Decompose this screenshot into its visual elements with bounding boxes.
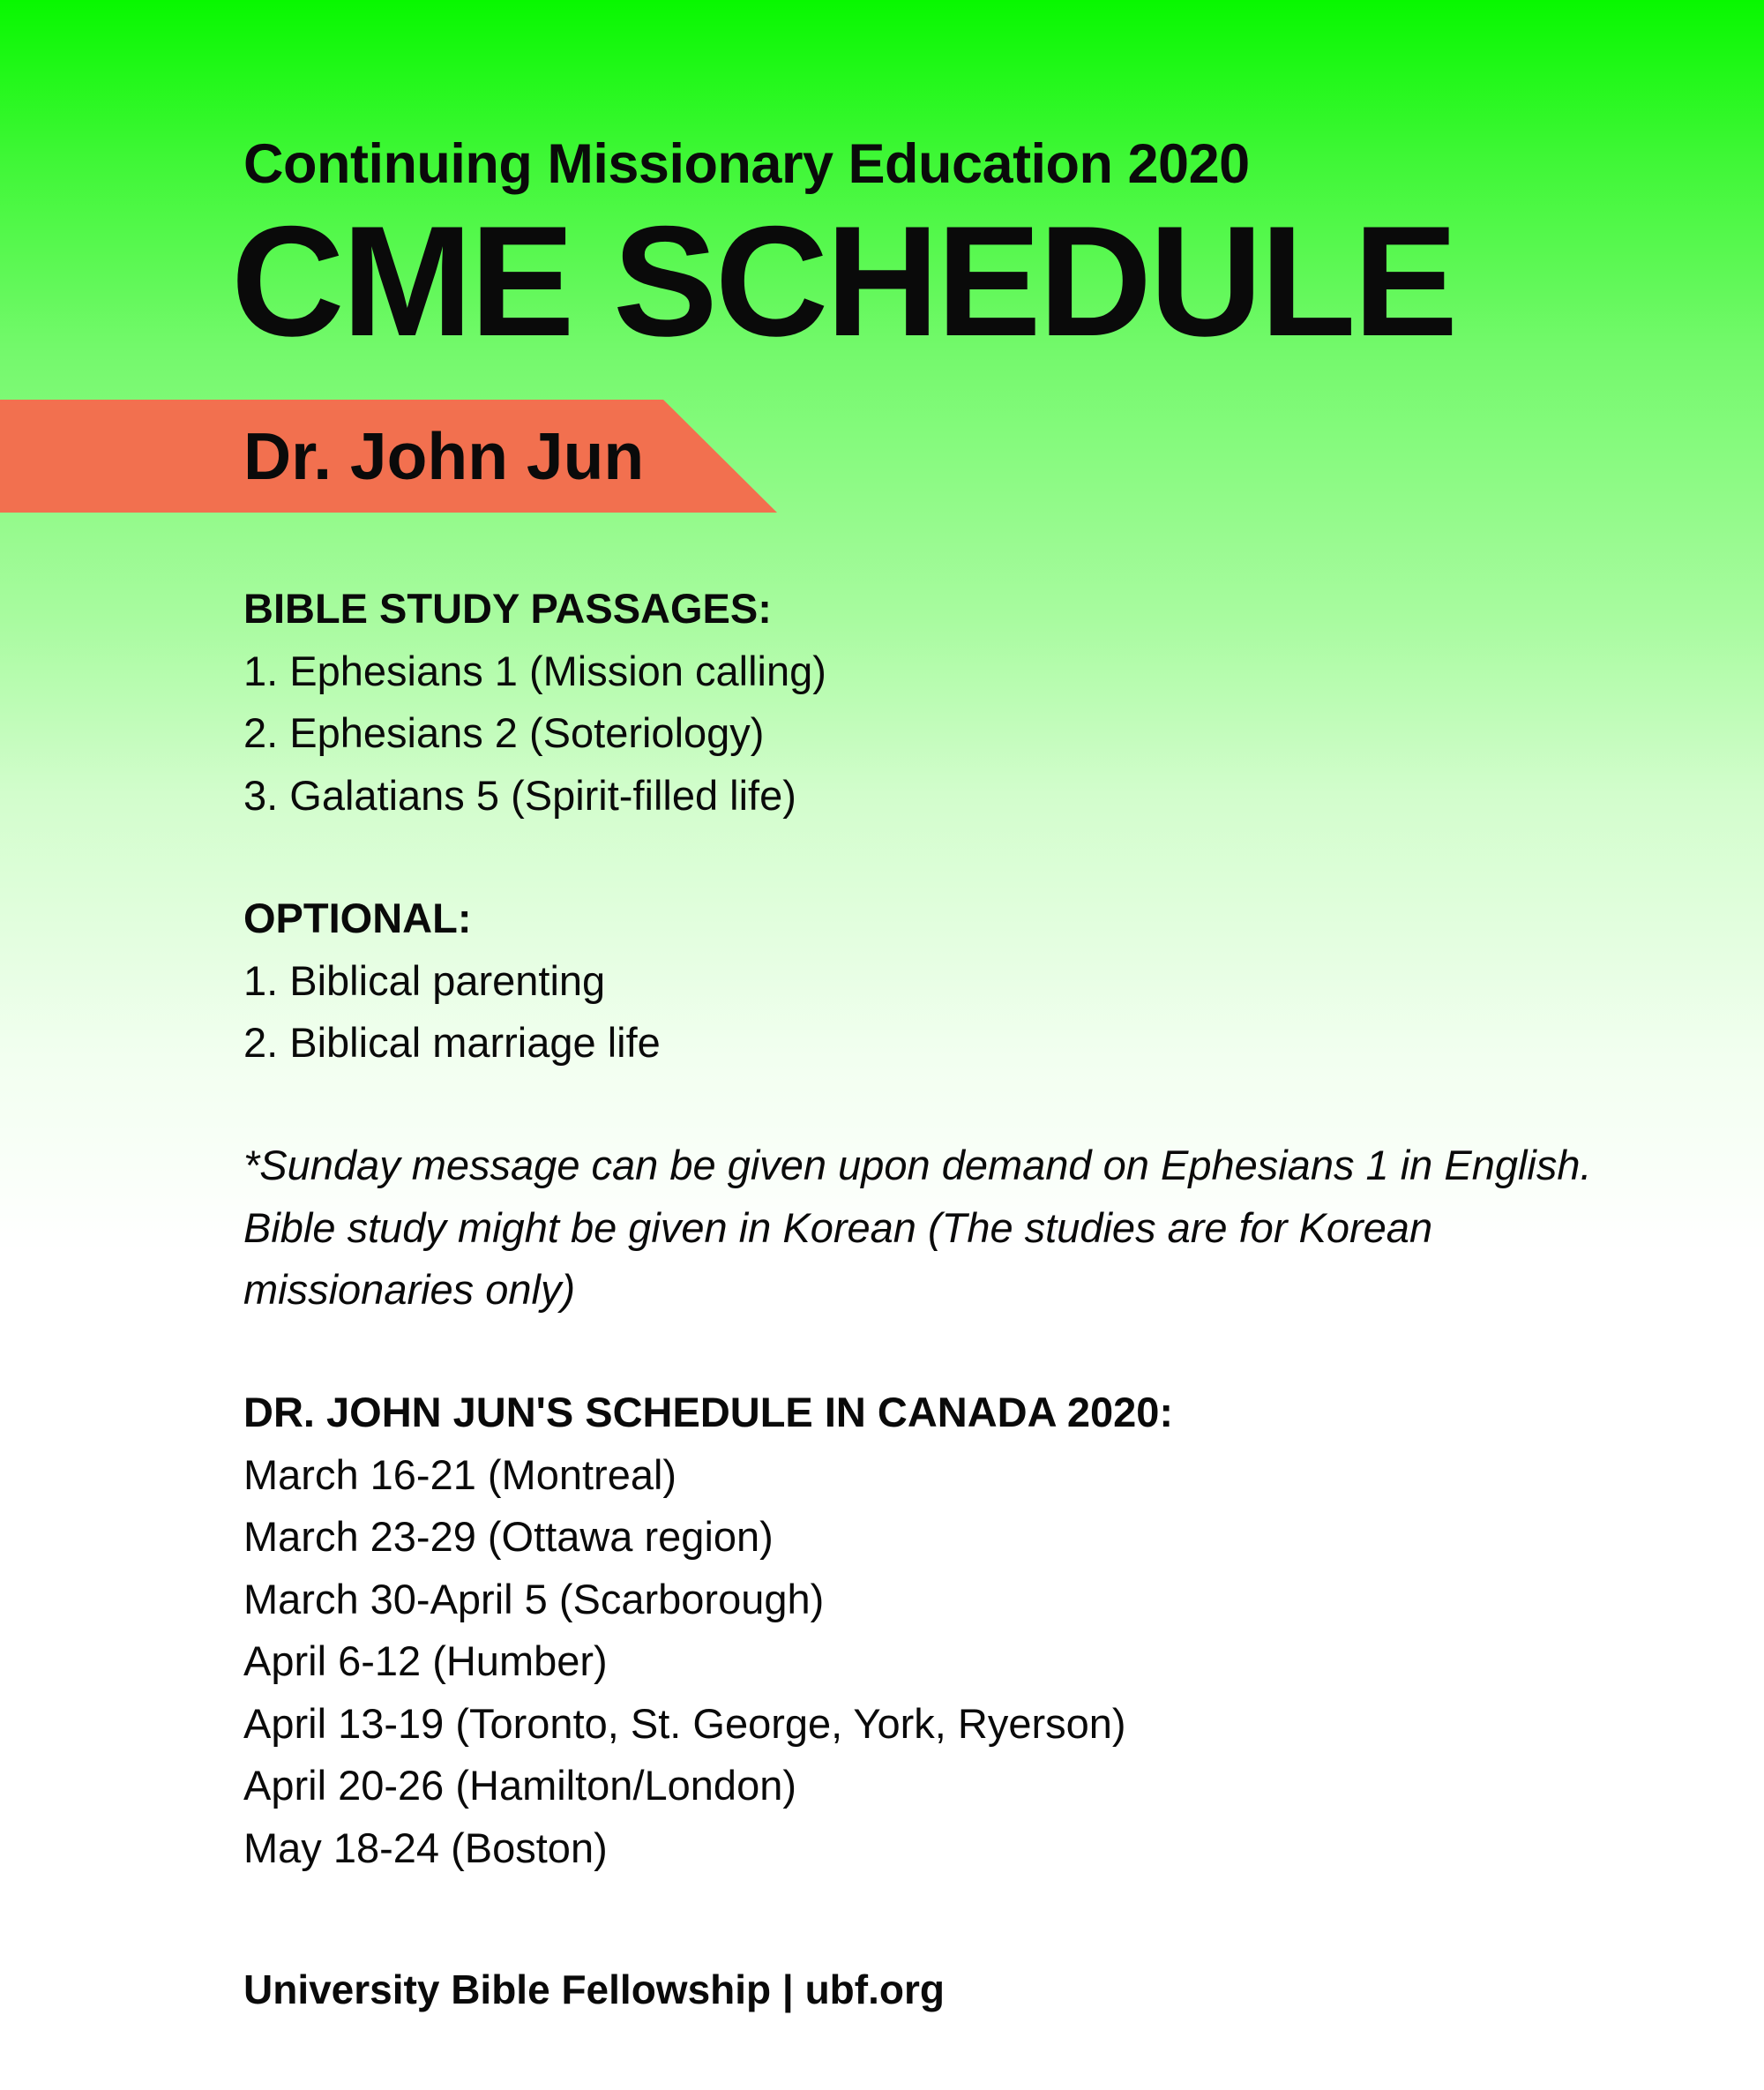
list-item: 3. Galatians 5 (Spirit-filled life) — [243, 771, 796, 819]
note-line: Bible study might be given in Korean (The studies are for Korean — [243, 1203, 1433, 1251]
list-item: March 23-29 (Ottawa region) — [243, 1513, 774, 1560]
speaker-name: Dr. John Jun — [243, 419, 645, 493]
schedule-section — [243, 1382, 1173, 1879]
list-item: 1. Biblical parenting — [243, 956, 606, 1004]
list-item: 1. Ephesians 1 (Mission calling) — [243, 647, 826, 694]
page-title: CME SCHEDULE — [231, 193, 1456, 369]
optional-list — [243, 950, 661, 1075]
schedule-heading: DR. JOHN JUN'S SCHEDULE IN CANADA 2020: — [243, 1389, 1174, 1435]
list-item: April 6-12 (Humber) — [243, 1637, 608, 1684]
list-item: April 13-19 (Toronto, St. George, York, Ryerson) — [243, 1699, 1126, 1747]
footer-text: University Bible Fellowship | ubf.org — [243, 1966, 945, 2012]
list-item: 2. Biblical marriage life — [243, 1019, 661, 1066]
list-item: May 18-24 (Boston) — [243, 1824, 608, 1871]
note-line: missionaries only) — [243, 1266, 576, 1313]
subtitle: Continuing Missionary Education 2020 — [243, 133, 1250, 195]
passages-heading: BIBLE STUDY PASSAGES: — [243, 585, 772, 632]
passages-list — [243, 640, 826, 828]
optional-section — [243, 888, 661, 1075]
list-item: April 20-26 (Hamilton/London) — [243, 1762, 796, 1809]
note-paragraph — [243, 1135, 1592, 1322]
note-line: *Sunday message can be given upon demand on Ephesians 1 in English. — [243, 1142, 1592, 1188]
list-item: 2. Ephesians 2 (Soteriology) — [243, 709, 765, 756]
optional-heading: OPTIONAL: — [243, 895, 472, 941]
list-item: March 30-April 5 (Scarborough) — [243, 1575, 825, 1622]
schedule-list — [243, 1444, 1173, 1880]
passages-section — [243, 578, 826, 827]
list-item: March 16-21 (Montreal) — [243, 1450, 677, 1498]
